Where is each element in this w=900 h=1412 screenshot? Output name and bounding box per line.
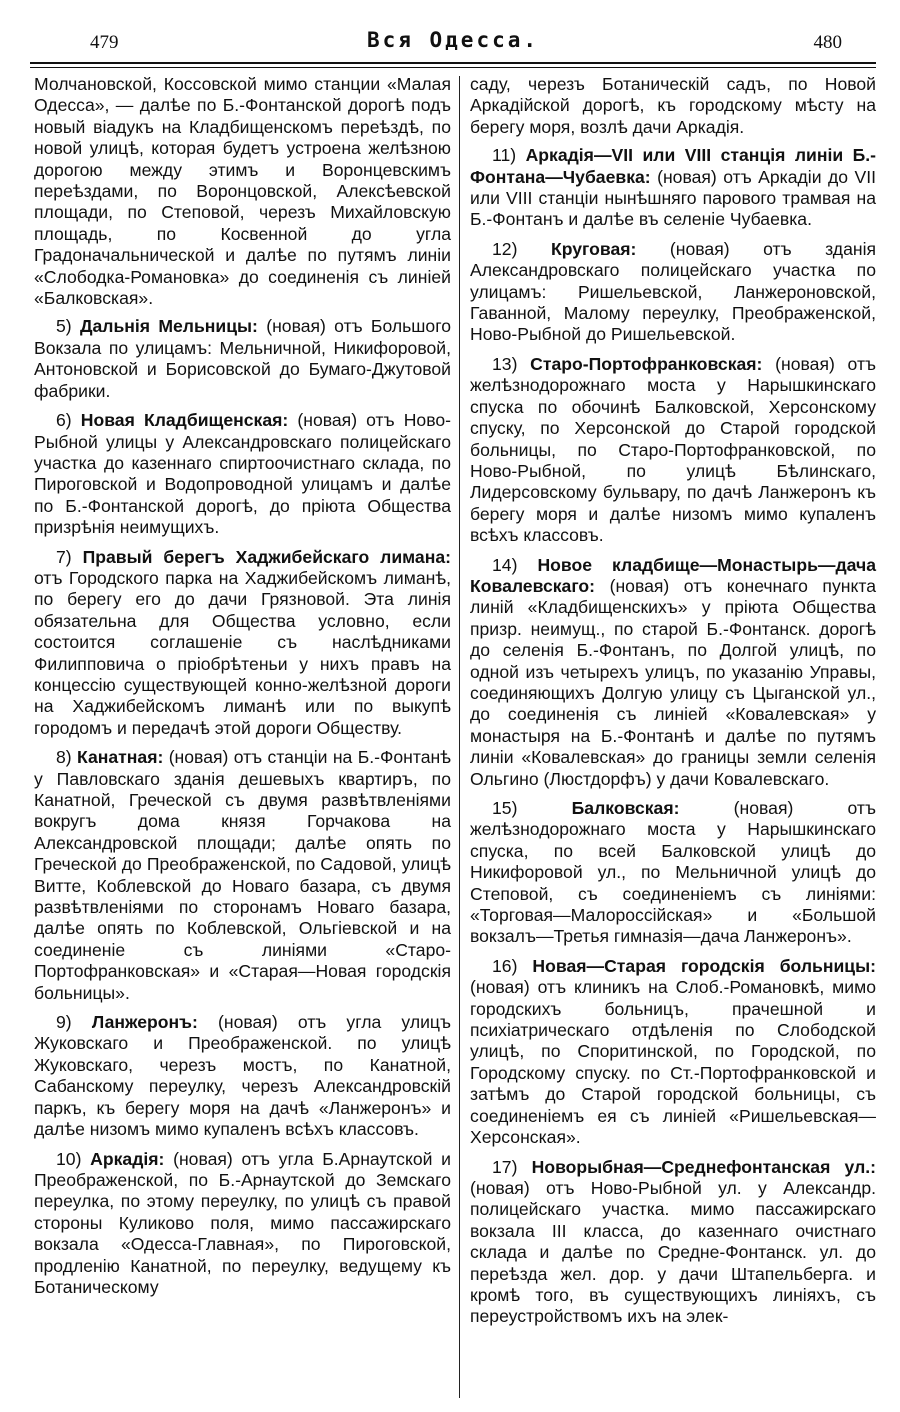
route-entry	[470, 555, 876, 790]
route-name: Новая—Старая городскія больницы:	[532, 955, 876, 976]
route-entry	[34, 1149, 451, 1299]
route-name: Ланжеронъ:	[91, 1012, 198, 1033]
route-name: Круговая:	[550, 238, 637, 259]
route-name: Новорыбная—Среднефонтанская ул.:	[531, 1156, 876, 1177]
route-name: Новая Кладбищенская:	[80, 410, 289, 431]
right-column	[470, 74, 876, 1336]
route-description: (новая) отъ угла Б.Арнаутской и Преображенской, по Б.-Арнаутской до Земскаго переулка, по этому переулку, по улицѣ съ правой стороны Куликово поля, мимо пассажирскаго вокзала «Одесса-Главная», по Пироговской, продленію Канатной, по переулку, ведущему къ Ботаническому	[34, 1148, 452, 1297]
route-description: (новая) отъ Аркадіи до VII или VIII станціи нынѣшняго парового трамвая на Б.-Фонтанъ и далѣе въ селеніе Чубаевка.	[470, 166, 876, 230]
route-description: (новая) отъ угла улицъ Жуковскаго и Преображенской. по улицѣ Жуковскаго, черезъ мостъ, по Канатной, Сабанскому переулку, черезъ Александровскій паркъ, къ берегу моря на дачѣ «Ланжеронъ» и далѣе низомъ мимо купаленъ всѣхъ классовъ.	[34, 1012, 452, 1140]
route-name: Новое кладбище—Монастырь—дача Ковалевскаго:	[470, 554, 876, 596]
route-entry	[470, 1157, 876, 1328]
route-entry	[470, 354, 876, 547]
route-entry	[470, 798, 876, 948]
route-name: Аркадія—VII или VIII станція линіи Б.-Фонтана—Чубаевка:	[470, 145, 876, 187]
route-description: (новая) отъ конечнаго пункта линій «Кладбищенскихъ» у пріюта Общества призр. неимущ., по старой Б.-Фонтанск. дорогѣ до селенія Б.-Фонтанъ, по Долгой улицѣ, по одной изъ четырехъ улицъ, по указанію Управы, соединяющихъ Долгую улицу съ Цыганской ул., до соединенія съ линіей «Ковалевская» у монастыря на Б.-Фонтанѣ и далѣе по путямъ линіи «Ковалевская» до границы земли селенія Ольгино (Люстдорфъ) у дачи Ковалевскаго.	[470, 575, 876, 789]
route-description: (новая) отъ желѣзнодорожнаго моста у Нарышкинскаго спуска, по всей Балковской улицѣ до Никифоровой ул., по Мельничной улицѣ до Степовой, съ соединеніемъ съ линіями: «Торговая—Малороссійская» и «Большой вокзалъ—Третья гимназія—дача Ланжеронъ».	[470, 798, 876, 947]
entry-number: 11)	[492, 145, 517, 166]
entry-number: 12)	[492, 238, 518, 259]
entry-number: 9)	[56, 1012, 72, 1033]
route-name: Канатная:	[77, 747, 164, 768]
entry-number: 14)	[492, 554, 518, 575]
left-intro: Молчановской, Коссовской мимо станции «Малая Одесса», — далѣе по Б.-Фонтанской дорогѣ подъ новый віадукъ на Кладбищенскомъ переѣздѣ, по новой улицѣ, которая будетъ устроена желѣзною дорогою между этимъ и Воронцевскимъ переѣздами, по Воронцовской, Алексѣевской площади, по Степовой, черезъ Михайловскую площадь, по Косвенной до угла Градоначальнической и далѣе по путямъ линіи «Слободка-Романовка» до соединенія съ линіей «Балковская».	[34, 74, 451, 309]
entry-number: 10)	[56, 1148, 82, 1169]
route-description: (новая) отъ Большого Вокзала по улицамъ: Мельничной, Никифоровой, Антоновской и Борисовской до Бумаго-Джутовой фабрики.	[34, 316, 452, 401]
route-entry	[470, 956, 876, 1149]
route-description: (новая) отъ Ново-Рыбной улицы у Александровскаго полицейскаго участка до казеннаго спиртоочистнаго склада, по Пироговской и Водопроводной улицамъ и далѣе по Б.-Фонтанской дорогѣ, до пріюта Общества призрѣнія неимущихъ.	[34, 410, 451, 538]
entry-number: 17)	[492, 1156, 518, 1177]
right-intro: саду, черезъ Ботаническій садъ, по Новой Аркадійской дорогѣ, къ городскому мѣсту на берегу моря, возлѣ дачи Аркадія.	[470, 74, 876, 137]
column-divider	[459, 76, 460, 1398]
route-entry	[34, 1012, 451, 1140]
running-title: Вся Одесса.	[366, 28, 540, 52]
entry-number: 7)	[56, 546, 72, 567]
route-name: Правый берегъ Хаджибейскаго лимана:	[82, 546, 451, 567]
right-page-number: 480	[813, 32, 842, 53]
header-rule-thin	[30, 67, 876, 68]
left-page-number: 479	[90, 32, 119, 53]
route-entry	[34, 547, 451, 740]
entry-number: 13)	[492, 353, 518, 374]
route-description: (новая) отъ станціи на Б.-Фонтанѣ у Павловскаго зданія дешевыхъ квартиръ, по Канатной, Греческой съ двумя развѣтвленіями вокругъ дома князя Горчакова на Александровской площади; далѣе опять по Греческой до Преображенской, по Садовой, улицѣ Витте, Коблевской до Новаго базара, съ двумя развѣтвленіями по сторонамъ Новаго базара, далѣе опять по Коблевской, Ольгіевской и на соединеніе съ линіями «Старо-Портофранковская» и «Старая—Новая городскія больницы».	[34, 747, 452, 1003]
entry-number: 15)	[492, 798, 518, 818]
route-description: (новая) отъ желѣзнодорожнаго моста у Нарышкинскаго спуска по обочинѣ Балковской, Херсонскому спуску, по Херсонской до Старой городской больницы, по Старо-Портофранковской, по Ново-Рыбной, по улицѣ Бѣлинскаго, Лидерсовскому бульвару, по дачѣ Ланжеронъ къ берегу моря и далѣе низомъ мимо купаленъ всѣхъ классовъ.	[470, 353, 877, 546]
route-description: (новая) отъ Ново-Рыбной ул. у Александр. полицейскаго участка. мимо пассажирскаго вокзала III класса, до казеннаго очистнаго склада и далѣе по Средне-Фонтанск. ул. до переѣзда жел. дор. у дачи Штапельберга. и кромѣ того, въ существующихъ линіяхъ, съ переустройствомъ ихъ на элек-	[470, 1177, 876, 1327]
header-rule	[30, 62, 876, 64]
route-entry	[470, 239, 876, 346]
route-name: Старо-Портофранковская:	[530, 353, 763, 374]
entry-number: 6)	[56, 410, 72, 431]
route-name: Аркадія:	[90, 1148, 165, 1169]
route-entry	[470, 145, 876, 231]
entry-number: 16)	[492, 955, 518, 976]
route-entry	[34, 316, 451, 402]
left-column	[34, 74, 451, 1306]
route-name: Дальнія Мельницы:	[79, 316, 258, 337]
entry-number: 8)	[56, 747, 72, 768]
route-entry	[34, 410, 451, 538]
route-entry	[34, 747, 451, 1004]
route-description: (новая) отъ клиникъ на Слоб.-Романовкѣ, мимо городскихъ больницъ, прачешной и психіатрическаго отдѣленія по Слободской улицѣ, по Споритинской, по Городской, по Городскому спуску. по Ст.-Портофранковской и затѣмъ до Старой городской больницы, съ соединеніемъ ея съ линіей «Ришельевская—Херсонская».	[470, 977, 876, 1148]
entry-number: 5)	[56, 316, 72, 337]
page-header	[30, 22, 876, 66]
route-description: (новая) отъ зданія Александровскаго полицейскаго участка по улицамъ: Ришельевской, Ланжероновской, Гаванной, Малому переулку, Преображенской, Ново-Рыбной до Ришельевской.	[470, 238, 877, 345]
route-name: Балковская:	[571, 798, 680, 818]
route-description: отъ Городского парка на Хаджибейскомъ лиманѣ, по берегу его до дачи Грязновой. Эта линія обязательна для Общества условно, если состоится соглашеніе съ наслѣдниками Филипповича о пріобрѣтеньи у нихъ правъ на концессію существующей конно-желѣзной дороги на Хаджибейскомъ лиманѣ или по выкупѣ городомъ и передачѣ этой дороги Обществу.	[34, 567, 451, 738]
